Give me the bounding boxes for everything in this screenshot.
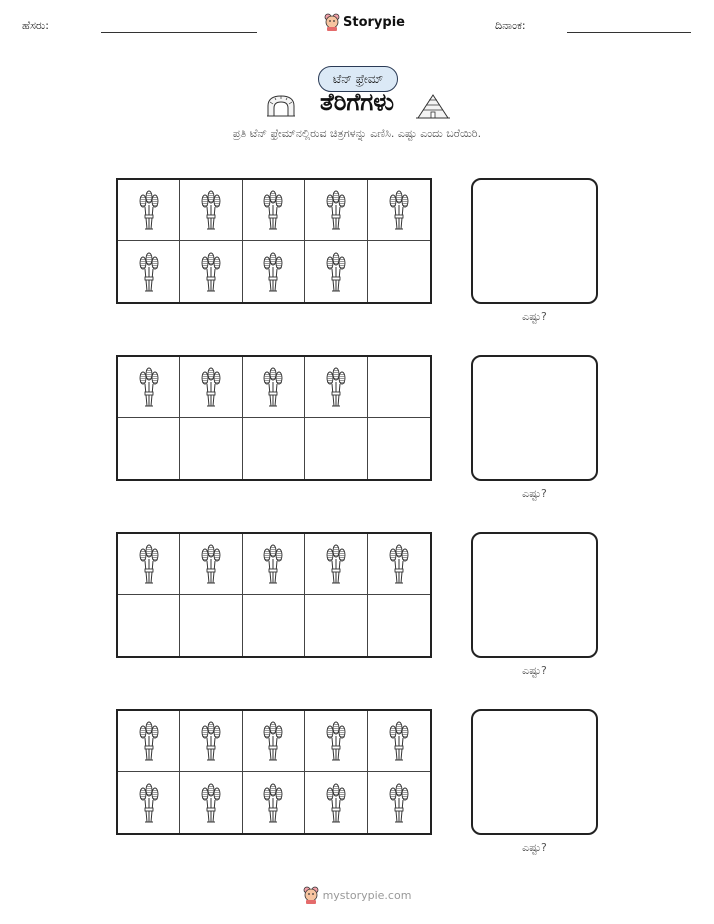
answer-box-2[interactable] (471, 355, 598, 481)
how-many-label-1: ಎಷ್ಟು? (522, 310, 547, 323)
ten-frame-cell (180, 534, 242, 595)
ten-frame-cell (368, 534, 430, 595)
wheat-bundle-icon (262, 189, 284, 231)
ten-frame-cell (368, 418, 430, 479)
ten-frame-cell (368, 595, 430, 656)
ten-frame-cell (118, 711, 180, 772)
ten-frame-2 (116, 355, 432, 481)
ten-frame-cell (368, 180, 430, 241)
wheat-bundle-icon (325, 543, 347, 585)
ten-frame-badge: ಟೆನ್ ಫ್ರೇಮ್ (318, 66, 398, 92)
ten-frame-cell (118, 534, 180, 595)
ten-frame-cell (243, 595, 305, 656)
wheat-bundle-icon (262, 366, 284, 408)
ten-frame-cell (118, 241, 180, 302)
ten-frame-cell (368, 711, 430, 772)
ten-frame-cell (305, 595, 367, 656)
wheat-bundle-icon (200, 251, 222, 293)
wheat-bundle-icon (325, 720, 347, 762)
how-many-label-3: ಎಷ್ಟು? (522, 664, 547, 677)
ten-frame-4 (116, 709, 432, 835)
ten-frame-cell (180, 772, 242, 833)
wheat-bundle-icon (325, 782, 347, 824)
ten-frame-cell (305, 418, 367, 479)
ten-frame-1 (116, 178, 432, 304)
wheat-bundle-icon (388, 543, 410, 585)
ten-frame-cell (305, 711, 367, 772)
ten-frame-cell (118, 180, 180, 241)
ten-frame-cell (180, 711, 242, 772)
name-label: ಹೆಸರು: (22, 19, 49, 32)
ten-frame-cell (118, 357, 180, 418)
wheat-bundle-icon (388, 782, 410, 824)
ten-frame-cell (243, 180, 305, 241)
ten-frame-cell (118, 595, 180, 656)
how-many-label-2: ಎಷ್ಟು? (522, 487, 547, 500)
ten-frame-cell (180, 180, 242, 241)
ten-frame-cell (243, 357, 305, 418)
ten-frame-cell (180, 241, 242, 302)
wheat-bundle-icon (200, 782, 222, 824)
answer-box-3[interactable] (471, 532, 598, 658)
instructions: ಪ್ರತಿ ಟೆನ್ ಫ್ರೇಮ್‌ನಲ್ಲಿರುವ ಚಿತ್ರಗಳನ್ನು ಎಣಿಸಿ. ಎಷ್ಟು ಎಂದು ಬರೆಯಿರಿ. (232, 127, 482, 140)
wheat-bundle-icon (138, 189, 160, 231)
wheat-bundle-icon (262, 782, 284, 824)
ten-frame-cell (243, 772, 305, 833)
footer-url: mystorypie.com (322, 888, 412, 902)
ten-frame-3 (116, 532, 432, 658)
name-field[interactable] (101, 32, 257, 33)
bear-mascot-icon (303, 886, 319, 904)
wheat-bundle-icon (388, 189, 410, 231)
wheat-bundle-icon (138, 782, 160, 824)
ten-frame-cell (368, 357, 430, 418)
ten-frame-cell (243, 418, 305, 479)
wheat-bundle-icon (138, 251, 160, 293)
ten-frame-cell (118, 772, 180, 833)
wheat-bundle-icon (200, 543, 222, 585)
brand-name: Storypie (343, 14, 405, 30)
ten-frame-cell (180, 357, 242, 418)
date-field[interactable] (567, 32, 691, 33)
ten-frame-cell (305, 534, 367, 595)
ten-frame-cell (118, 418, 180, 479)
wheat-bundle-icon (325, 189, 347, 231)
wheat-bundle-icon (200, 366, 222, 408)
wheat-bundle-icon (388, 720, 410, 762)
page-title: ತೆರಿಗೆಗಳು (320, 88, 394, 116)
ten-frame-cell (368, 241, 430, 302)
date-label: ದಿನಾಂಕ: (495, 19, 526, 32)
wheat-bundle-icon (138, 543, 160, 585)
wheat-bundle-icon (262, 543, 284, 585)
wheat-bundle-icon (325, 366, 347, 408)
pyramid-icon (416, 92, 450, 120)
brand-logo (324, 13, 405, 31)
ten-frame-cell (305, 241, 367, 302)
wheat-bundle-icon (200, 720, 222, 762)
how-many-label-4: ಎಷ್ಟು? (522, 841, 547, 854)
bear-mascot-icon (324, 13, 340, 31)
ten-frame-cell (243, 241, 305, 302)
ten-frame-cell (243, 534, 305, 595)
ten-frame-cell (305, 357, 367, 418)
ten-frame-cell (305, 180, 367, 241)
wheat-bundle-icon (325, 251, 347, 293)
ten-frame-cell (305, 772, 367, 833)
footer (0, 886, 714, 904)
wheat-bundle-icon (138, 720, 160, 762)
answer-box-4[interactable] (471, 709, 598, 835)
ten-frame-cell (368, 772, 430, 833)
ten-frame-cell (180, 418, 242, 479)
wheat-bundle-icon (138, 366, 160, 408)
ten-frame-cell (243, 711, 305, 772)
answer-box-1[interactable] (471, 178, 598, 304)
ten-frame-cell (180, 595, 242, 656)
wheat-bundle-icon (262, 251, 284, 293)
wheat-bundle-icon (262, 720, 284, 762)
wheat-bundle-icon (200, 189, 222, 231)
